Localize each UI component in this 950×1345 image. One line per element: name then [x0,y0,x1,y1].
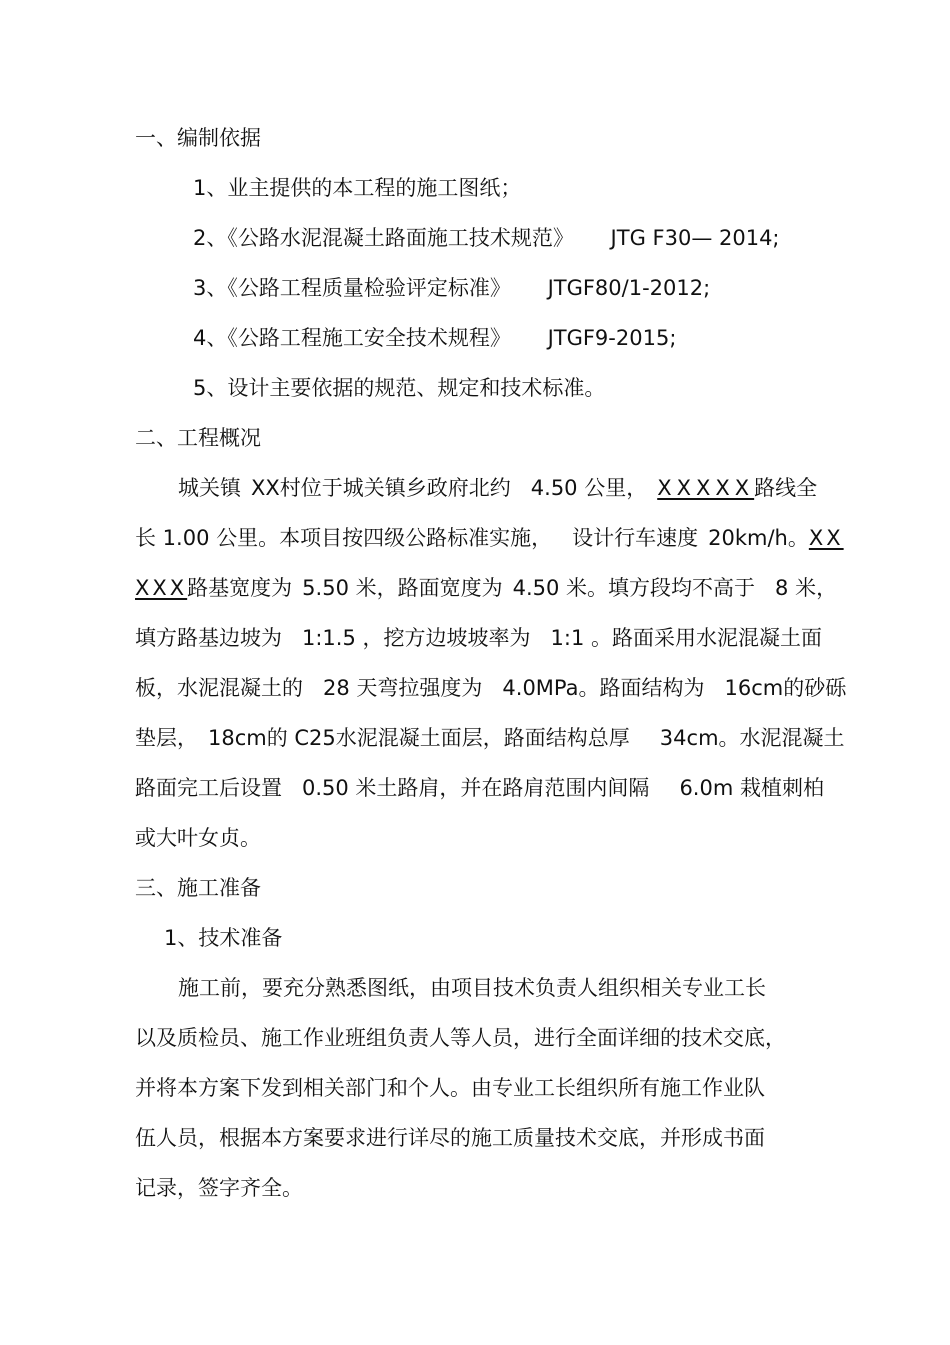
section-title: 三、施工准备 [135,876,261,900]
standard-name: 3、《公路工程质量检验评定标准》 [193,276,511,300]
text-run: 4.50 公里， [530,476,648,500]
overview-line-5 [135,676,846,700]
text-run: 4.50 米。填方段均不高于 [512,576,756,600]
text-run: 28 天弯拉强度为 [323,676,483,700]
basis-item-4 [193,326,676,350]
text-run: 以及质检员、施工作业班组负责人等人员，进行全面详细的技术交底， [135,1026,786,1050]
text-run: 20km/h。 [708,526,809,550]
text-run: XX村位于城关镇乡政府北约 [251,476,511,500]
text-run: 长 1.00 公里。本项目按四级公路标准实施， [135,526,553,550]
standard-code: JTG F30— 2014; [610,226,780,250]
text-run: 路线全 [754,476,818,500]
text-run: 或大叶女贞。 [135,826,261,850]
text-run: 记录，签字齐全。 [135,1176,303,1200]
text-run: 18cm的 C25水泥混凝土面层，路面结构总厚 [208,726,630,750]
road-name-placeholder: XX [808,526,844,550]
text-run: 填方路基边坡为 [135,626,282,650]
standard-name: 2、《公路水泥混凝土路面施工技术规范》 [193,226,574,250]
overview-line-2 [135,526,844,550]
basis-item-text: 5、设计主要依据的规范、规定和技术标准。 [193,376,606,400]
text-run: 垫层， [135,726,198,750]
section-heading-preparation [135,876,261,900]
text-run: 路基宽度为 [187,576,293,600]
road-name-placeholder: XXXXX [657,476,755,500]
standard-name: 4、《公路工程施工安全技术规程》 [193,326,511,350]
text-run: 路面完工后设置 [135,776,282,800]
road-name-placeholder: XXX [135,576,188,600]
overview-line-6 [135,726,845,750]
text-run: 16cm的砂砾 [724,676,847,700]
tech-prep-line-2 [135,1026,786,1050]
section-heading-basis [135,126,261,150]
text-run: 城关镇 [178,476,241,500]
text-run: 0.50 米土路肩，并在路肩范围内间隔 [302,776,650,800]
text-run: 施工前，要充分熟悉图纸，由项目技术负责人组织相关专业工长 [178,976,766,1000]
basis-item-2 [193,226,780,250]
basis-item-1 [193,176,521,200]
text-run: 34cm。水泥混凝土 [659,726,845,750]
section-heading-overview [135,426,261,450]
overview-line-1 [178,476,817,500]
overview-line-7 [135,776,824,800]
basis-item-text: 1、业主提供的本工程的施工图纸； [193,176,522,200]
tech-prep-line-5 [135,1176,303,1200]
text-run: 伍人员，根据本方案要求进行详尽的施工质量技术交底，并形成书面 [135,1126,765,1150]
text-run: 并将本方案下发到相关部门和个人。由专业工长组织所有施工作业队 [135,1076,765,1100]
text-run: 6.0m 栽植刺柏 [679,776,824,800]
section-title: 一、编制依据 [135,126,261,150]
text-run: 4.0MPa。路面结构为 [502,676,705,700]
tech-prep-line-3 [135,1076,765,1100]
basis-item-3 [193,276,710,300]
text-run: 5.50 米，路面宽度为 [302,576,503,600]
tech-prep-line-4 [135,1126,765,1150]
subsection-heading-tech-prep [164,926,282,950]
text-run: 8 米， [775,576,838,600]
text-run: 设计行车速度 [572,526,699,550]
section-title: 二、工程概况 [135,426,261,450]
subsection-title: 1、技术准备 [164,926,283,950]
overview-line-3 [135,576,837,600]
overview-line-4 [135,626,822,650]
text-run: 板，水泥混凝土的 [135,676,303,700]
overview-line-8 [135,826,261,850]
standard-code: JTGF80/1-2012; [547,276,711,300]
standard-code: JTGF9-2015; [547,326,677,350]
basis-item-5 [193,376,605,400]
text-run: 1:1.5 ，挖方边坡坡率为 [302,626,531,650]
text-run: 1:1 。路面采用水泥混凝土面 [550,626,822,650]
tech-prep-line-1 [178,976,766,1000]
